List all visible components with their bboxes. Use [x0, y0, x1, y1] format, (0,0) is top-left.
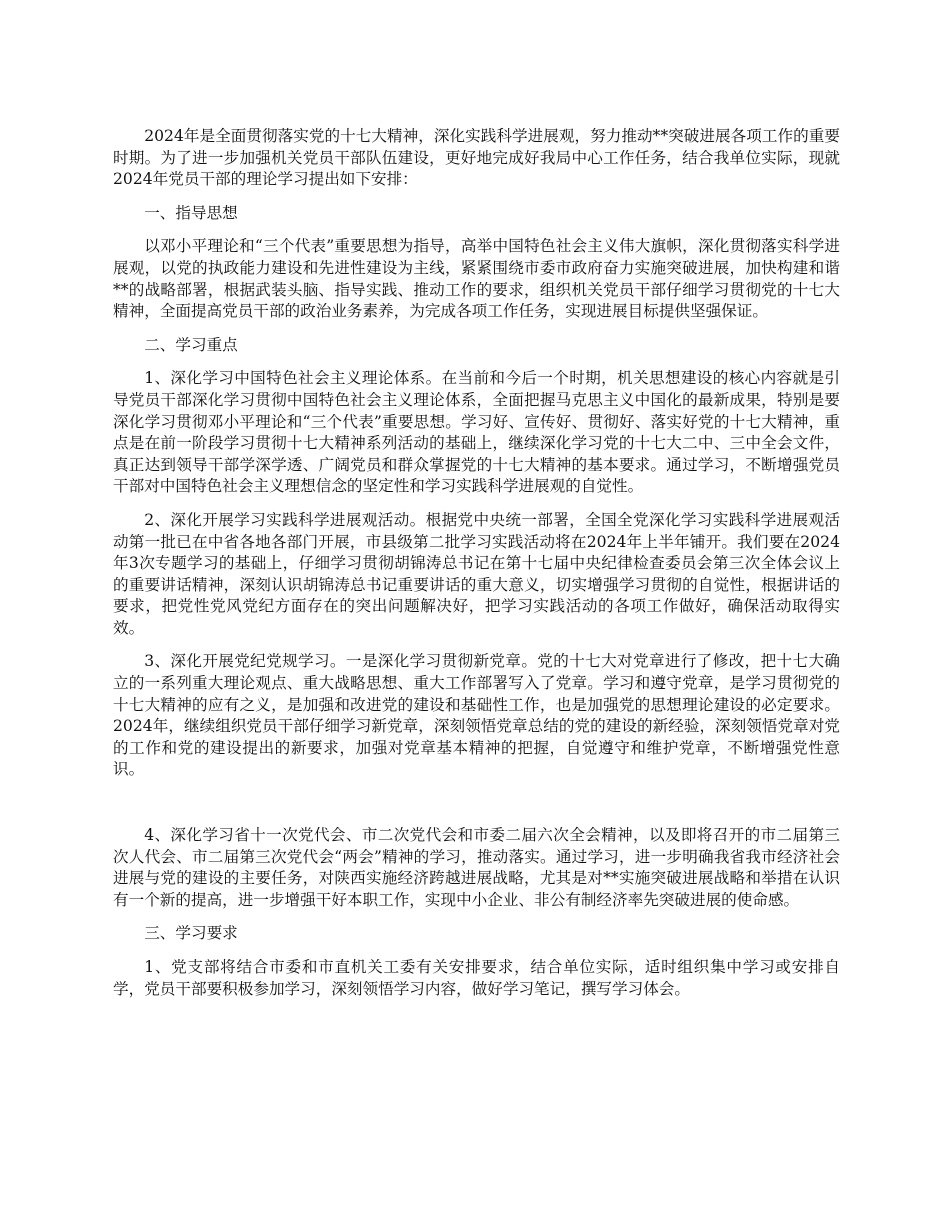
study-focus-item-2: 2、深化开展学习实践科学进展观活动。根据党中央统一部署，全国全党深化学习实践科学进展观活动第一批已在中省各地各部门开展，市县级第二批学习实践活动将在2024年上半年铺开。我们要在2024年3次专题学习的基础上，仔细学习贯彻胡锦涛总书记在第十七届中央纪律检查委员会第三次全体会议上的重要讲话精神，深刻认识胡锦涛总书记重要讲话的重大意义，切实增强学习贯彻的自觉性，根据讲话的要求，把党性党风党纪方面存在的突出问题解决好，把学习实践活动的各项工作做好，确保活动取得实效。 [113, 510, 840, 637]
document-body [113, 126, 840, 1012]
study-focus-item-3: 3、深化开展党纪党规学习。一是深化学习贯彻新党章。党的十七大对党章进行了修改，把十七大确立的一系列重大理论观点、重大战略思想、重大工作部署写入了党章。学习和遵守党章，是学习贯彻党的十七大精神的应有之义，是加强和改进党的建设和基础性工作，也是加强党的思想理论建设的必定要求。2024年，继续组织党员干部仔细学习新党章，深刻领悟党章总结的党的建设的新经验，深刻领悟党章对党的工作和党的建设提出的新要求，加强对党章基本精神的把握，自觉遵守和维护党章，不断增强党性意识。 [113, 652, 840, 779]
paragraph-gap [113, 793, 840, 825]
section-heading-study-requirements: 三、学习要求 [144, 924, 238, 943]
study-focus-item-4: 4、深化学习省十一次党代会、市二次党代会和市委二届六次全会精神，以及即将召开的市二届第三次人代会、市二届第三次党代会“两会”精神的学习，推动落实。通过学习，进一步明确我省我市经济社会进展与党的建设的主要任务，对陕西实施经济跨越进展战略，尤其是对**实施突破进展战略和举措在认识有一个新的提高，进一步增强干好本职工作，实现中小企业、非公有制经济率先突破进展的使命感。 [113, 826, 840, 909]
guiding-ideology-paragraph: 以邓小平理论和“三个代表”重要思想为指导，高举中国特色社会主义伟大旗帜，深化贯彻落实科学进展观，以党的执政能力建设和先进性建设为主线，紧紧围绕市委市政府奋力实施突破进展，加快构建和谐**的战略部署，根据武装头脑、指导实践、推动工作的要求，组织机关党员干部仔细学习贯彻党的十七大精神，全面提高党员干部的政治业务素养，为完成各项工作任务，实现进展目标提供坚强保证。 [113, 237, 840, 321]
intro-paragraph: 2024年是全面贯彻落实党的十七大精神，深化实践科学进展观，努力推动**突破进展各项工作的重要时期。为了进一步加强机关党员干部队伍建设，更好地完成好我局中心工作任务，结合我单位实际，现就2024年党员干部的理论学习提出如下安排： [113, 127, 840, 189]
study-requirements-item-1: 1、党支部将结合市委和市直机关工委有关安排要求，结合单位实际，适时组织集中学习或安排自学，党员干部要积极参加学习，深刻领悟学习内容，做好学习笔记，撰写学习体会。 [113, 958, 840, 998]
section-heading-study-focus: 二、学习重点 [144, 335, 238, 354]
study-focus-item-1: 1、深化学习中国特色社会主义理论体系。在当前和今后一个时期，机关思想建设的核心内容就是引导党员干部深化学习贯彻中国特色社会主义理论体系，全面把握马克思主义中国化的最新成果，特别是要深化学习贯彻邓小平理论和“三个代表”重要思想。学习好、宣传好、贯彻好、落实好党的十七大精神，重点是在前一阶段学习贯彻十七大精神系列活动的基础上，继续深化学习党的十七大二中、三中全会文件，真正达到领导干部学深学透、广阔党员和群众掌握党的十七大精神的基本要求。通过学习，不断增强党员干部对中国特色社会主义理想信念的坚定性和学习实践科学进展观的自觉性。 [113, 369, 840, 496]
section-heading-guiding-ideology: 一、指导思想 [144, 203, 238, 222]
